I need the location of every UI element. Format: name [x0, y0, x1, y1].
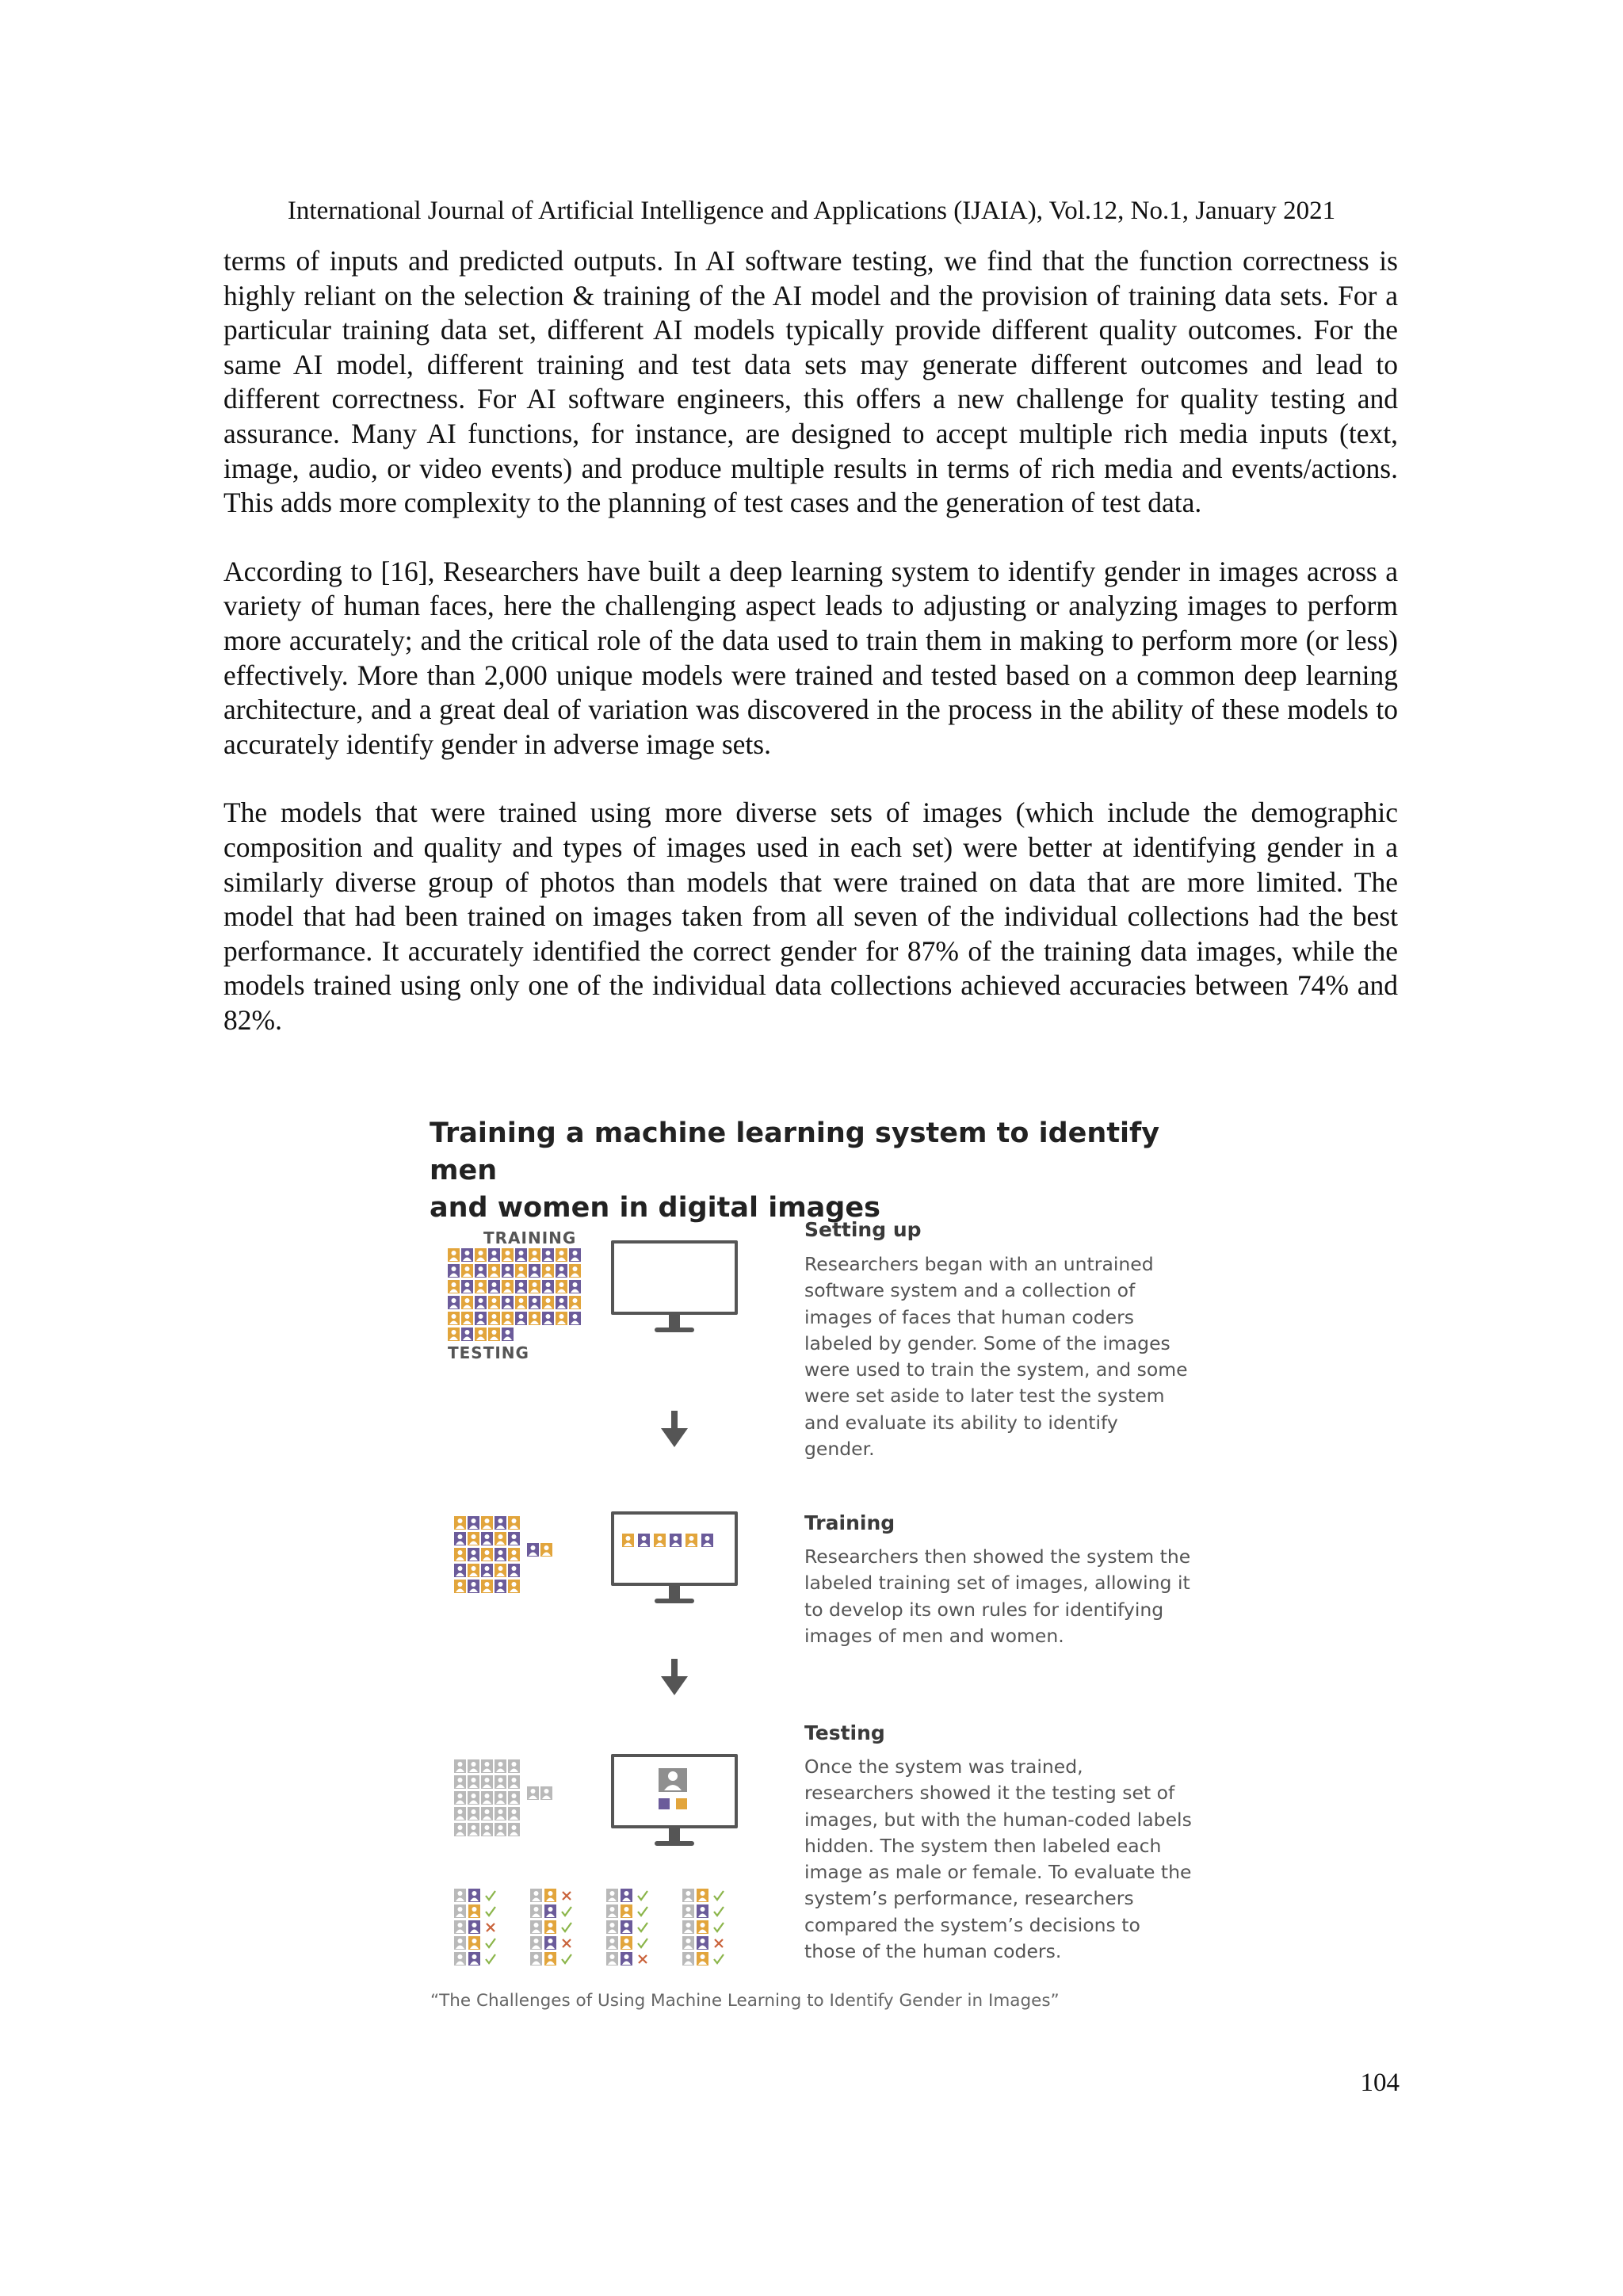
face-image-icon	[468, 1889, 480, 1902]
face-image-icon	[621, 1936, 632, 1950]
section-setting-up-heading: Setting up	[804, 1218, 922, 1241]
face-image-icon	[481, 1807, 493, 1820]
face-image-icon	[454, 1548, 466, 1561]
check-icon	[560, 1920, 572, 1934]
face-image-icon	[515, 1280, 527, 1293]
figure-title-line-2: and women in digital images	[430, 1192, 880, 1224]
face-image-icon	[542, 1312, 554, 1325]
face-image-icon	[529, 1296, 540, 1309]
face-image-icon	[508, 1759, 520, 1773]
face-image-icon	[701, 1534, 713, 1547]
face-image-icon	[515, 1248, 527, 1262]
classification-results	[454, 1889, 771, 1976]
face-image-icon	[502, 1280, 514, 1293]
face-image-icon	[468, 1920, 480, 1934]
face-image-icon	[606, 1904, 618, 1918]
face-image-icon	[468, 1791, 479, 1805]
testing-monitor-icon	[611, 1754, 746, 1873]
down-arrow-icon	[659, 1411, 691, 1450]
face-image-icon	[475, 1280, 487, 1293]
face-image-icon	[454, 1759, 466, 1773]
training-image-set	[454, 1516, 597, 1607]
face-image-icon	[542, 1264, 554, 1278]
face-image-icon	[569, 1312, 581, 1325]
page-number: 104	[1360, 2069, 1400, 2097]
face-image-icon	[495, 1580, 506, 1593]
face-image-icon	[481, 1775, 493, 1789]
down-arrow-icon	[659, 1659, 691, 1698]
check-icon	[636, 1936, 648, 1950]
face-image-icon	[495, 1516, 506, 1530]
face-image-icon	[515, 1312, 527, 1325]
face-image-icon	[502, 1328, 514, 1341]
cross-icon	[712, 1936, 724, 1950]
face-image-icon	[468, 1532, 479, 1545]
figure-title	[430, 1115, 1190, 1227]
face-image-icon	[556, 1296, 567, 1309]
face-image-icon	[468, 1807, 479, 1820]
face-image-icon	[502, 1312, 514, 1325]
face-image-icon	[697, 1936, 708, 1950]
face-image-icon	[495, 1823, 506, 1836]
face-image-icon	[475, 1312, 487, 1325]
face-image-icon	[530, 1952, 542, 1966]
face-image-icon	[606, 1936, 618, 1950]
face-image-icon	[569, 1264, 581, 1278]
face-image-icon	[515, 1264, 527, 1278]
face-image-icon	[529, 1264, 540, 1278]
check-icon	[712, 1889, 724, 1902]
face-image-icon	[508, 1580, 520, 1593]
face-image-icon	[697, 1952, 708, 1966]
face-image-icon	[621, 1904, 632, 1918]
face-image-icon	[542, 1296, 554, 1309]
face-image-icon	[468, 1548, 479, 1561]
face-image-icon	[495, 1791, 506, 1805]
face-image-icon	[481, 1564, 493, 1577]
section-testing-heading: Testing	[804, 1721, 885, 1744]
face-image-icon	[685, 1534, 697, 1547]
face-image-icon	[529, 1280, 540, 1293]
face-image-icon	[502, 1248, 514, 1262]
figure-title-line-1: Training a machine learning system to identify men	[430, 1117, 1160, 1186]
face-image-icon	[481, 1759, 493, 1773]
face-image-icon	[697, 1920, 708, 1934]
face-image-icon	[468, 1823, 479, 1836]
face-image-icon	[670, 1534, 682, 1547]
face-image-icon	[502, 1264, 514, 1278]
face-image-icon	[556, 1264, 567, 1278]
face-image-icon	[448, 1296, 460, 1309]
face-image-icon	[461, 1328, 473, 1341]
face-image-icon	[448, 1312, 460, 1325]
face-image-icon	[622, 1534, 634, 1547]
face-image-icon	[454, 1952, 466, 1966]
face-image-icon	[468, 1904, 480, 1918]
face-image-icon	[527, 1543, 539, 1557]
testing-label: TESTING	[448, 1343, 529, 1362]
face-image-icon	[475, 1296, 487, 1309]
face-image-icon	[448, 1264, 460, 1278]
face-image-icon	[495, 1775, 506, 1789]
face-image-icon	[508, 1532, 520, 1545]
face-image-icon	[468, 1775, 479, 1789]
face-image-icon	[448, 1248, 460, 1262]
face-image-icon	[569, 1280, 581, 1293]
face-image-icon	[461, 1280, 473, 1293]
face-image-icon	[515, 1296, 527, 1309]
face-image-icon	[540, 1543, 552, 1557]
paragraph-1: terms of inputs and predicted outputs. In AI software testing, we find that the function correctness is highly reliant on the selection & training of the AI model and the provision of training data sets. For a particular training data set, different AI models typically provide different quality outcomes. For the same AI model, different training and test data sets may generate different outcomes and lead to different correctness. For AI software engineers, this offers a new challenge for quality testing and assurance. Many AI functions, for instance, are designed to accept multiple rich media inputs (text, image, audio, or video events) and produce multiple results in terms of rich media and events/actions. This adds more complexity to the planning of test cases and the generation of test data.	[223, 245, 1398, 519]
face-image-icon	[530, 1920, 542, 1934]
face-image-icon	[508, 1516, 520, 1530]
face-image-icon	[606, 1952, 618, 1966]
figure-caption: “The Challenges of Using Machine Learning to Identify Gender in Images”	[430, 1991, 1060, 2011]
face-image-icon	[682, 1936, 694, 1950]
check-icon	[484, 1952, 496, 1966]
check-icon	[484, 1889, 496, 1902]
face-image-icon	[454, 1823, 466, 1836]
face-image-icon	[488, 1312, 500, 1325]
face-image-icon	[508, 1807, 520, 1820]
face-image-icon	[468, 1952, 480, 1966]
body-text	[223, 244, 1398, 1072]
testing-image-set	[454, 1759, 605, 1847]
face-image-icon	[697, 1904, 708, 1918]
face-image-icon	[530, 1904, 542, 1918]
face-image-icon	[454, 1532, 466, 1545]
face-image-icon	[508, 1564, 520, 1577]
face-image-icon	[454, 1564, 466, 1577]
face-image-icon	[621, 1920, 632, 1934]
face-image-icon	[569, 1296, 581, 1309]
face-image-icon	[488, 1264, 500, 1278]
face-image-icon	[682, 1889, 694, 1902]
face-image-icon	[495, 1532, 506, 1545]
section-setting-up-text: Researchers began with an untrained software system and a collection of images of faces that human coders labeled by gender. Some of the images were used to train the system, and some were set aside to later test the system and evaluate its ability to identify gender.	[804, 1253, 1188, 1461]
face-image-icon	[454, 1904, 466, 1918]
face-image-icon	[544, 1936, 556, 1950]
face-image-icon	[542, 1280, 554, 1293]
face-image-icon	[542, 1248, 554, 1262]
face-image-icon	[654, 1534, 666, 1547]
face-image-icon	[682, 1920, 694, 1934]
training-monitor-icon	[611, 1511, 746, 1630]
setup-image-collection	[448, 1248, 582, 1343]
face-image-icon	[481, 1516, 493, 1530]
face-image-icon	[448, 1328, 460, 1341]
face-image-icon	[475, 1248, 487, 1262]
face-image-icon	[454, 1807, 466, 1820]
cross-icon	[636, 1952, 648, 1966]
face-image-icon	[454, 1920, 466, 1934]
check-icon	[712, 1904, 724, 1918]
face-image-icon	[638, 1534, 650, 1547]
face-image-icon	[468, 1759, 479, 1773]
face-image-icon	[495, 1548, 506, 1561]
face-image-icon	[488, 1280, 500, 1293]
face-image-icon	[569, 1248, 581, 1262]
face-image-icon	[508, 1775, 520, 1789]
face-image-icon	[682, 1904, 694, 1918]
face-image-icon	[529, 1312, 540, 1325]
face-image-icon	[468, 1580, 479, 1593]
face-being-classified-icon	[655, 1768, 690, 1811]
face-image-icon	[468, 1516, 479, 1530]
face-image-icon	[682, 1952, 694, 1966]
face-image-icon	[481, 1823, 493, 1836]
face-image-icon	[527, 1786, 539, 1800]
check-icon	[560, 1952, 572, 1966]
face-image-icon	[508, 1823, 520, 1836]
face-image-icon	[475, 1328, 487, 1341]
face-image-icon	[621, 1889, 632, 1902]
cross-icon	[560, 1936, 572, 1950]
running-header: International Journal of Artificial Intelligence and Applications (IJAIA), Vol.12, No.1, January 2021	[287, 197, 1336, 225]
check-icon	[636, 1889, 648, 1902]
face-image-icon	[481, 1791, 493, 1805]
face-image-icon	[495, 1807, 506, 1820]
face-image-icon	[544, 1952, 556, 1966]
face-image-icon	[530, 1889, 542, 1902]
face-image-icon	[488, 1248, 500, 1262]
face-image-icon	[454, 1516, 466, 1530]
face-image-icon	[481, 1532, 493, 1545]
face-image-icon	[540, 1786, 552, 1800]
section-testing-text: Once the system was trained, researchers showed it the testing set of images, but with the human-coded labels hidden. The system then labeled each image as male or female. To evaluate the system’s performance, researchers compared the system’s decisions to those of the human coders.	[804, 1755, 1192, 1963]
face-image-icon	[544, 1904, 556, 1918]
face-image-icon	[606, 1889, 618, 1902]
face-image-icon	[448, 1280, 460, 1293]
setup-monitor-icon	[611, 1240, 746, 1359]
face-image-icon	[544, 1920, 556, 1934]
face-image-icon	[468, 1936, 480, 1950]
cross-icon	[484, 1920, 496, 1934]
cross-icon	[560, 1889, 572, 1902]
face-image-icon	[556, 1248, 567, 1262]
face-image-icon	[454, 1775, 466, 1789]
face-image-icon	[502, 1296, 514, 1309]
face-image-icon	[488, 1296, 500, 1309]
face-image-icon	[508, 1548, 520, 1561]
face-image-icon	[556, 1280, 567, 1293]
paragraph-3: The models that were trained using more diverse sets of images (which include the demographic composition and quality and types of images used in each set) were better at identifying gender in a similarly diverse group of photos than models that were trained on data that are more limited. The model that had been trained on images taken from all seven of the individual collections had the best performance. It accurately identified the correct gender for 87% of the training data images, while the models trained using only one of the individual data collections achieved accuracies between 74% and 82%.	[223, 797, 1398, 1036]
figure	[424, 1106, 1201, 2033]
face-image-icon	[529, 1248, 540, 1262]
check-icon	[712, 1952, 724, 1966]
check-icon	[484, 1904, 496, 1918]
face-image-icon	[606, 1920, 618, 1934]
face-image-icon	[461, 1312, 473, 1325]
section-training-text: Researchers then showed the system the labeled training set of images, allowing it to develop its own rules for identifying images of men and women.	[804, 1545, 1191, 1647]
face-image-icon	[495, 1564, 506, 1577]
face-image-icon	[454, 1580, 466, 1593]
section-training-heading: Training	[804, 1511, 896, 1534]
face-image-icon	[461, 1248, 473, 1262]
face-image-icon	[468, 1564, 479, 1577]
face-image-icon	[475, 1264, 487, 1278]
face-image-icon	[508, 1791, 520, 1805]
face-image-icon	[454, 1791, 466, 1805]
check-icon	[636, 1904, 648, 1918]
training-label: TRAINING	[483, 1228, 577, 1247]
face-image-icon	[481, 1580, 493, 1593]
check-icon	[712, 1920, 724, 1934]
face-image-icon	[621, 1952, 632, 1966]
face-image-icon	[697, 1889, 708, 1902]
face-image-icon	[454, 1936, 466, 1950]
face-image-icon	[461, 1264, 473, 1278]
face-image-icon	[530, 1936, 542, 1950]
face-image-icon	[495, 1759, 506, 1773]
check-icon	[636, 1920, 648, 1934]
check-icon	[484, 1936, 496, 1950]
check-icon	[560, 1904, 572, 1918]
face-image-icon	[556, 1312, 567, 1325]
paragraph-2: According to [16], Researchers have built a deep learning system to identify gender in images across a variety of human faces, here the challenging aspect leads to adjusting or analyzing images to perform more accurately; and the critical role of the data used to train them in making to perform more (or less) effectively. More than 2,000 unique models were trained and tested based on a common deep learning architecture, and a great deal of variation was discovered in the process in the ability of these models to accurately identify gender in adverse image sets.	[223, 555, 1398, 760]
face-image-icon	[481, 1548, 493, 1561]
face-image-icon	[488, 1328, 500, 1341]
face-image-icon	[544, 1889, 556, 1902]
face-image-icon	[461, 1296, 473, 1309]
face-image-icon	[454, 1889, 466, 1902]
